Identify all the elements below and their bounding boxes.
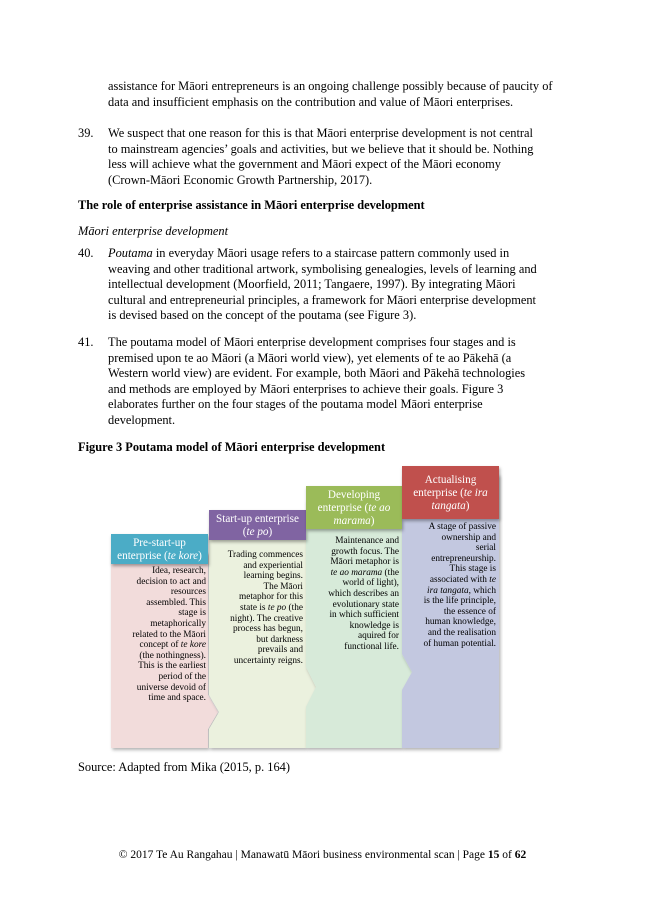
- stage-1-line: stage is: [178, 608, 206, 619]
- stage-1-line: (the nothingness).: [139, 650, 206, 661]
- paragraph-41-line: The poutama model of Māori enterprise development comprises four stages and is: [108, 335, 516, 349]
- stage-3-line: evolutionary state: [332, 599, 399, 610]
- stage-2-head: [209, 510, 306, 540]
- paragraph-41-line: development.: [108, 412, 176, 427]
- paragraph-40-line: cultural and entrepreneurial principles, a framework for Māori enterprise development: [108, 292, 536, 307]
- paragraph-40-line: intellectual development (Moorfield, 2011; Tangaere, 1997). By integrating Māori: [108, 277, 516, 292]
- stage-4-line: the essence of: [443, 606, 496, 617]
- footer-text: © 2017 Te Au Rangahau | Manawatū Māori business environmental scan | Page: [118, 849, 488, 861]
- stage-4-line: serial: [475, 543, 496, 554]
- stage-3-title-2: enterprise (: [317, 502, 369, 514]
- page-footer: [0, 848, 645, 864]
- paragraph-number-40: 40.: [78, 246, 94, 260]
- paragraph-40: [108, 246, 570, 324]
- stage-4-line: ownership and: [441, 532, 496, 543]
- stage-2-line: Trading commences: [227, 550, 303, 560]
- poutama-term: Poutama: [108, 246, 153, 260]
- stage-2-line: and experiential: [243, 560, 303, 571]
- stage-1-head: [111, 534, 208, 564]
- stage-1-title-maori: te kore: [167, 550, 199, 562]
- paragraph-41-line: Western world view) are evident. For example, both Māori and Pākehā technologies: [108, 366, 526, 381]
- paragraph-39-line: We suspect that one reason for this is that Māori enterprise development is not central: [108, 126, 533, 140]
- stage-3-title-maori-2: marama: [333, 515, 371, 527]
- stage-4-head: [402, 466, 499, 519]
- paragraph-40-line: is devised based on the concept of the poutama (see Figure 3).: [108, 308, 417, 323]
- stage-3-line: in which sufficient: [329, 610, 399, 621]
- stage-1-line: concept of te kore: [139, 640, 206, 651]
- stage-2-title-maori: te po: [246, 526, 269, 538]
- paragraph-41-line: premised upon te ao Māori (a Māori world view), yet elements of te ao Pākehā (a: [108, 350, 512, 365]
- stage-1-title-close: ): [198, 550, 202, 562]
- stage-3-title-maori: te ao: [368, 502, 391, 514]
- stage-4-title-maori: te ira: [463, 487, 488, 499]
- stage-3-line: te ao marama (the: [330, 567, 399, 578]
- intro-continuation: assistance for Māori entrepreneurs is an ongoing challenge possibly because of paucity of data and insufficient emphasis on the contribution and value of Māori enterprises.: [108, 79, 553, 109]
- stage-3-title-close: ): [370, 515, 375, 527]
- stage-4-line: associated with te: [429, 574, 496, 585]
- page-total: 62: [514, 849, 527, 861]
- paragraph-number-39: 39.: [78, 126, 94, 140]
- paragraph-39: [108, 126, 570, 188]
- stage-4-line: and the realisation: [427, 627, 496, 638]
- stage-3-line: aquired for: [357, 631, 399, 642]
- paragraph-number-41: 41.: [78, 335, 94, 349]
- paragraph-41-line: and methods are employed by Māori enterprises to achieve their goals. Figure 3: [108, 381, 504, 396]
- figure-source: Source: Adapted from Mika (2015, p. 164): [78, 760, 290, 774]
- stage-2-line: state is te po (the: [239, 602, 303, 613]
- figure-title: Figure 3 Poutama model of Māori enterprise development: [78, 440, 386, 454]
- stage-3-description: [310, 536, 399, 653]
- stage-3-line: growth focus. The: [331, 546, 399, 557]
- stage-2-line: The Māori: [263, 581, 303, 592]
- stage-4-line: is the life principle,: [423, 596, 496, 607]
- stage-1-line: related to the Māori: [132, 629, 206, 640]
- subheading: Māori enterprise development: [78, 224, 229, 238]
- stage-2-description: [214, 550, 303, 667]
- stage-4-line: human knowledge,: [425, 617, 496, 628]
- stage-3-line: world of light),: [342, 578, 399, 589]
- stage-1-line: Idea, research,: [152, 566, 206, 576]
- stage-3-line: knowledge is: [349, 620, 399, 631]
- paragraph-39-line: (Crown-Māori Economic Growth Partnership, 2017).: [108, 172, 373, 187]
- stage-1-line: period of the: [158, 671, 206, 682]
- stage-2-line: learning begins.: [243, 571, 303, 582]
- stage-4-title-close: ): [465, 500, 470, 512]
- section-heading: The role of enterprise assistance in Māori enterprise development: [78, 198, 425, 212]
- paragraph-40-line: in everyday Māori usage refers to a staircase pattern commonly used in: [152, 246, 510, 260]
- stage-1-line: This is the earliest: [138, 661, 206, 672]
- stage-4-line: A stage of passive: [428, 522, 496, 532]
- stage-2-title-close: ): [268, 526, 273, 538]
- stage-2-line: uncertainty reigns.: [233, 655, 303, 666]
- stage-2-line: night). The creative: [230, 613, 303, 624]
- stage-4-line: entrepreneurship.: [431, 553, 496, 564]
- stage-2-line: metaphor for this: [238, 592, 303, 603]
- stage-2-line: process has begun,: [233, 624, 303, 635]
- stage-2-title: Start-up enterprise: [216, 513, 299, 525]
- stage-3-line: Maintenance and: [335, 536, 399, 546]
- stage-4-title-maori-2: tangata: [431, 500, 466, 512]
- stage-4-line: ira tangata, which: [427, 585, 496, 596]
- stage-1-line: decision to act and: [136, 576, 206, 587]
- paragraph-41-line: elaborates further on the four stages of the poutama model Māori enterprise: [108, 397, 483, 412]
- poutama-figure: [108, 462, 503, 754]
- paragraph-40-line: weaving and other traditional artwork, symbolising genealogies, levels of learning and: [108, 261, 537, 276]
- stage-1-line: time and space.: [148, 693, 206, 704]
- stage-3-title: Developing: [327, 489, 381, 501]
- stage-3-head: [306, 486, 402, 529]
- stage-2-title-2: (: [242, 526, 247, 538]
- paragraph-39-line: to mainstream agencies’ goals and activities, but we believe that it should be. Nothing: [108, 141, 534, 156]
- stage-1-line: resources: [170, 587, 206, 598]
- footer-of: of: [499, 849, 515, 861]
- stage-3-line: functional life.: [344, 641, 399, 652]
- stage-3-line: which describes an: [328, 588, 399, 599]
- page-number: 15: [487, 849, 500, 861]
- stage-1-line: metaphorically: [150, 618, 206, 629]
- stage-1-description: [116, 566, 206, 704]
- stage-1-line: assembled. This: [146, 597, 206, 608]
- stage-4-line: of human potential.: [423, 638, 496, 649]
- stage-4-title-2: enterprise (: [413, 487, 464, 499]
- paragraph-41: [108, 335, 570, 429]
- stage-1-title: Pre-start-up: [133, 537, 186, 549]
- paragraph-39-line: less will achieve what the government and Māori expect of the Māori economy: [108, 157, 501, 172]
- stage-4-line: This stage is: [449, 564, 496, 575]
- stage-2-line: prevails and: [257, 645, 303, 656]
- stage-1-line: universe devoid of: [136, 682, 206, 693]
- stage-4-description: [407, 522, 496, 649]
- stage-1-title-2: enterprise (: [117, 550, 168, 562]
- stage-3-line: Māori metaphor is: [330, 557, 399, 568]
- stage-4-title: Actualising: [424, 474, 477, 486]
- stage-2-line: but darkness: [256, 634, 303, 645]
